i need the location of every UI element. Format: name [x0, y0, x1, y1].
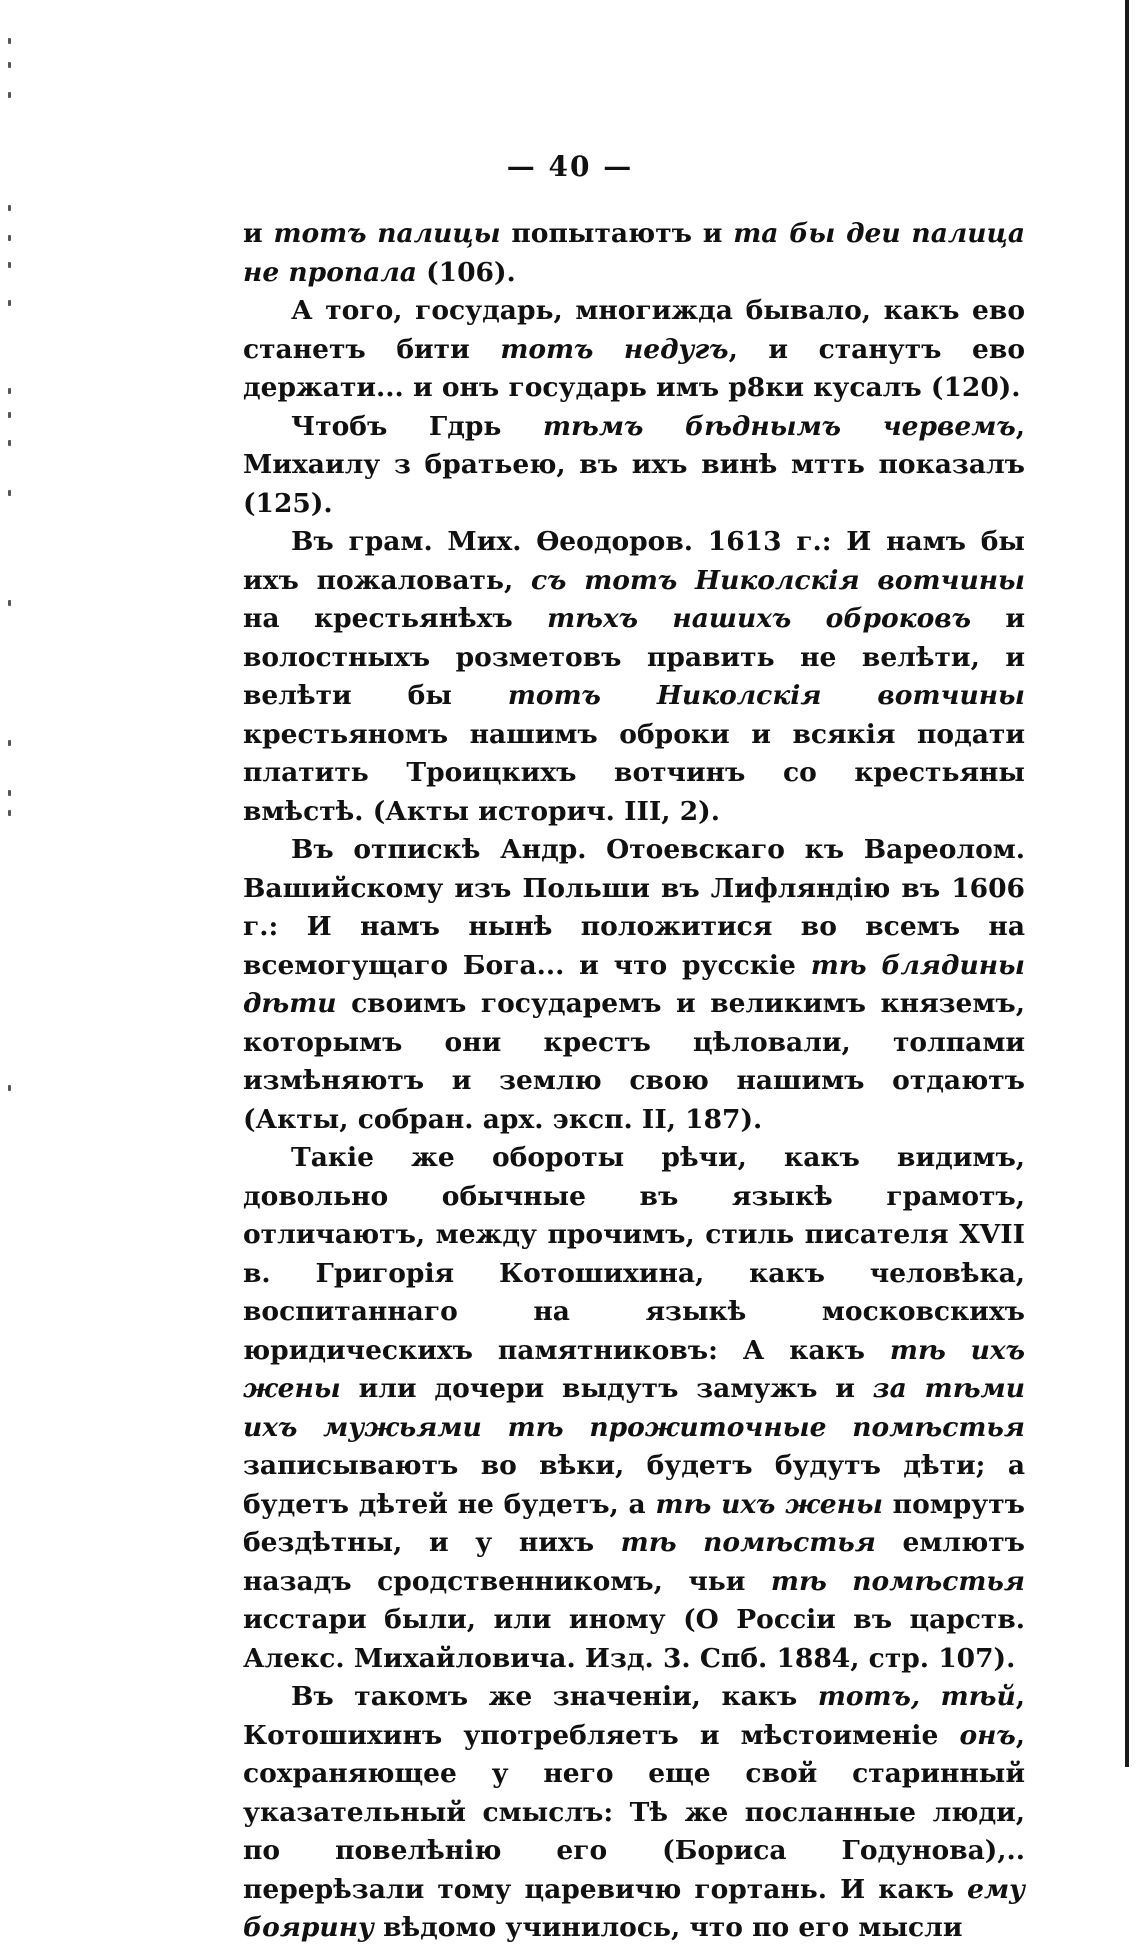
- text-run: вѣдомо учинилось, что по его мысли: [373, 1912, 963, 1943]
- margin-speck: [8, 790, 11, 796]
- margin-speck: [8, 810, 11, 816]
- margin-speck: [8, 92, 11, 98]
- text-run: Въ грам. Мих. Өеодоров. 1613 г.: И намъ бы ихъ пожаловать,: [243, 526, 1025, 596]
- text-run: и: [243, 218, 274, 249]
- margin-speck: [8, 600, 11, 606]
- text-run: (106).: [416, 256, 516, 288]
- italic-phrase: съ тотъ Николскія вотчины: [530, 564, 1025, 596]
- text-run: Такіе же обороты рѣчи, какъ видимъ, довольно обычные въ языкѣ грамотъ, отличаютъ, между прочимъ, стиль писателя XVII в. Григорія Котошихина, какъ человѣка, воспитаннаго на языкѣ московскихъ юридическихъ памятниковъ: А какъ: [243, 1142, 1025, 1366]
- italic-phrase: за тѣми ихъ мужьями тѣ прожиточные помѣстья: [243, 1373, 1025, 1443]
- italic-phrase: тотъ, тѣй: [817, 1681, 1016, 1712]
- italic-phrase: тотъ недугъ: [500, 333, 729, 365]
- italic-phrase: тѣ блядины дѣти: [243, 949, 1025, 1019]
- italic-phrase: тѣ помѣстья: [620, 1527, 876, 1558]
- margin-speck: [8, 205, 11, 211]
- text-run: или дочери выдутъ замужъ и: [340, 1373, 873, 1404]
- text-run: крестьяномъ нашимъ оброки и всякія подати платить Троицкихъ вотчинъ со крестьяны вмѣстѣ. (Акты историч. III, 2).: [243, 718, 1025, 827]
- italic-phrase: тѣ ихъ жены: [655, 1488, 883, 1520]
- page-number: — 40 —: [506, 150, 634, 183]
- text-run: Въ такомъ же значеніи, какъ: [291, 1681, 818, 1712]
- italic-phrase: онъ: [959, 1719, 1016, 1751]
- margin-speck: [8, 412, 11, 418]
- text-run: на крестьянѣхъ: [243, 603, 548, 634]
- text-run: , Михаилу з братьею, въ ихъ винѣ мтть показалъ (125).: [243, 410, 1025, 519]
- margin-speck: [8, 300, 11, 306]
- margin-speck: [8, 388, 11, 394]
- margin-speck: [8, 235, 11, 241]
- margin-speck: [8, 440, 11, 446]
- italic-phrase: тѣ ихъ жены: [243, 1334, 1025, 1404]
- paragraph: [243, 831, 1025, 1139]
- body-text: [243, 215, 1025, 1948]
- italic-phrase: тѣ помѣстья: [770, 1565, 1025, 1597]
- italic-phrase: тѣмъ бѣднымъ червемъ: [543, 410, 1016, 442]
- text-run: А того, государь, многижда бывало, какъ ево станетъ бити: [243, 295, 1025, 365]
- italic-phrase: тотъ палицы: [273, 218, 501, 249]
- left-margin-marks: [0, 0, 20, 1767]
- text-run: , сохраняющее у него еще свой старинный указательный смыслъ: Тѣ же посланные люди, по повелѣнію его (Бориса Годунова),.. перерѣзали тому царевичю гортань. И какъ: [243, 1719, 1025, 1905]
- italic-phrase: тотъ Николскія вотчины: [507, 680, 1026, 711]
- paragraph: [243, 292, 1025, 408]
- italic-phrase: тѣхъ нашихъ оброковъ: [547, 603, 971, 634]
- text-run: , Котошихинъ употребляетъ и мѣстоименіе: [243, 1681, 1025, 1751]
- text-run: и волостныхъ розметовъ править не велѣти, и велѣти бы: [243, 603, 1025, 711]
- paragraph: [243, 523, 1025, 831]
- text-run: Чтобъ Гдрь: [291, 410, 544, 442]
- margin-speck: [8, 262, 11, 268]
- margin-speck: [8, 740, 11, 746]
- text-run: помрутъ бездѣтны, и у нихъ: [243, 1488, 1026, 1558]
- paragraph: [243, 215, 1025, 292]
- paragraph: [243, 1678, 1025, 1948]
- italic-phrase: ему боярину: [243, 1873, 1025, 1943]
- text-run: исстари были, или иному (О Россіи въ царств. Алекс. Михайловича. Изд. 3. Спб. 1884, стр. 107).: [243, 1604, 1025, 1674]
- paragraph: [243, 408, 1025, 524]
- italic-phrase: та бы деи палица не пропала: [243, 218, 1025, 288]
- margin-speck: [8, 62, 11, 68]
- text-run: , и станутъ ево держати... и онъ государь имъ р8ки кусалъ (120).: [243, 333, 1025, 403]
- text-run: записываютъ во вѣки, будетъ будутъ дѣти; а будетъ дѣтей не будетъ, а: [243, 1450, 1025, 1520]
- text-run: попытаютъ и: [500, 218, 734, 249]
- page-edge-rule: [1125, 0, 1129, 1767]
- margin-speck: [8, 490, 11, 496]
- margin-speck: [8, 1085, 11, 1091]
- text-run: Въ отпискѣ Андр. Отоевскаго къ Вареолом. Вашийскому изъ Польши въ Лифляндію въ 1606 г.: И намъ нынѣ положитися во всемъ на всемогущаго Бога... и что русскіе: [243, 834, 1025, 981]
- text-run: емлютъ назадъ сродственникомъ, чьи: [243, 1527, 1025, 1597]
- margin-speck: [8, 38, 11, 44]
- text-run: своимъ государемъ и великимъ княземъ, которымъ они крестъ цѣловали, толпами измѣняютъ и землю свою нашимъ отдаютъ (Акты, собран. арх. эксп. II, 187).: [243, 988, 1025, 1135]
- paragraph: [243, 1139, 1025, 1678]
